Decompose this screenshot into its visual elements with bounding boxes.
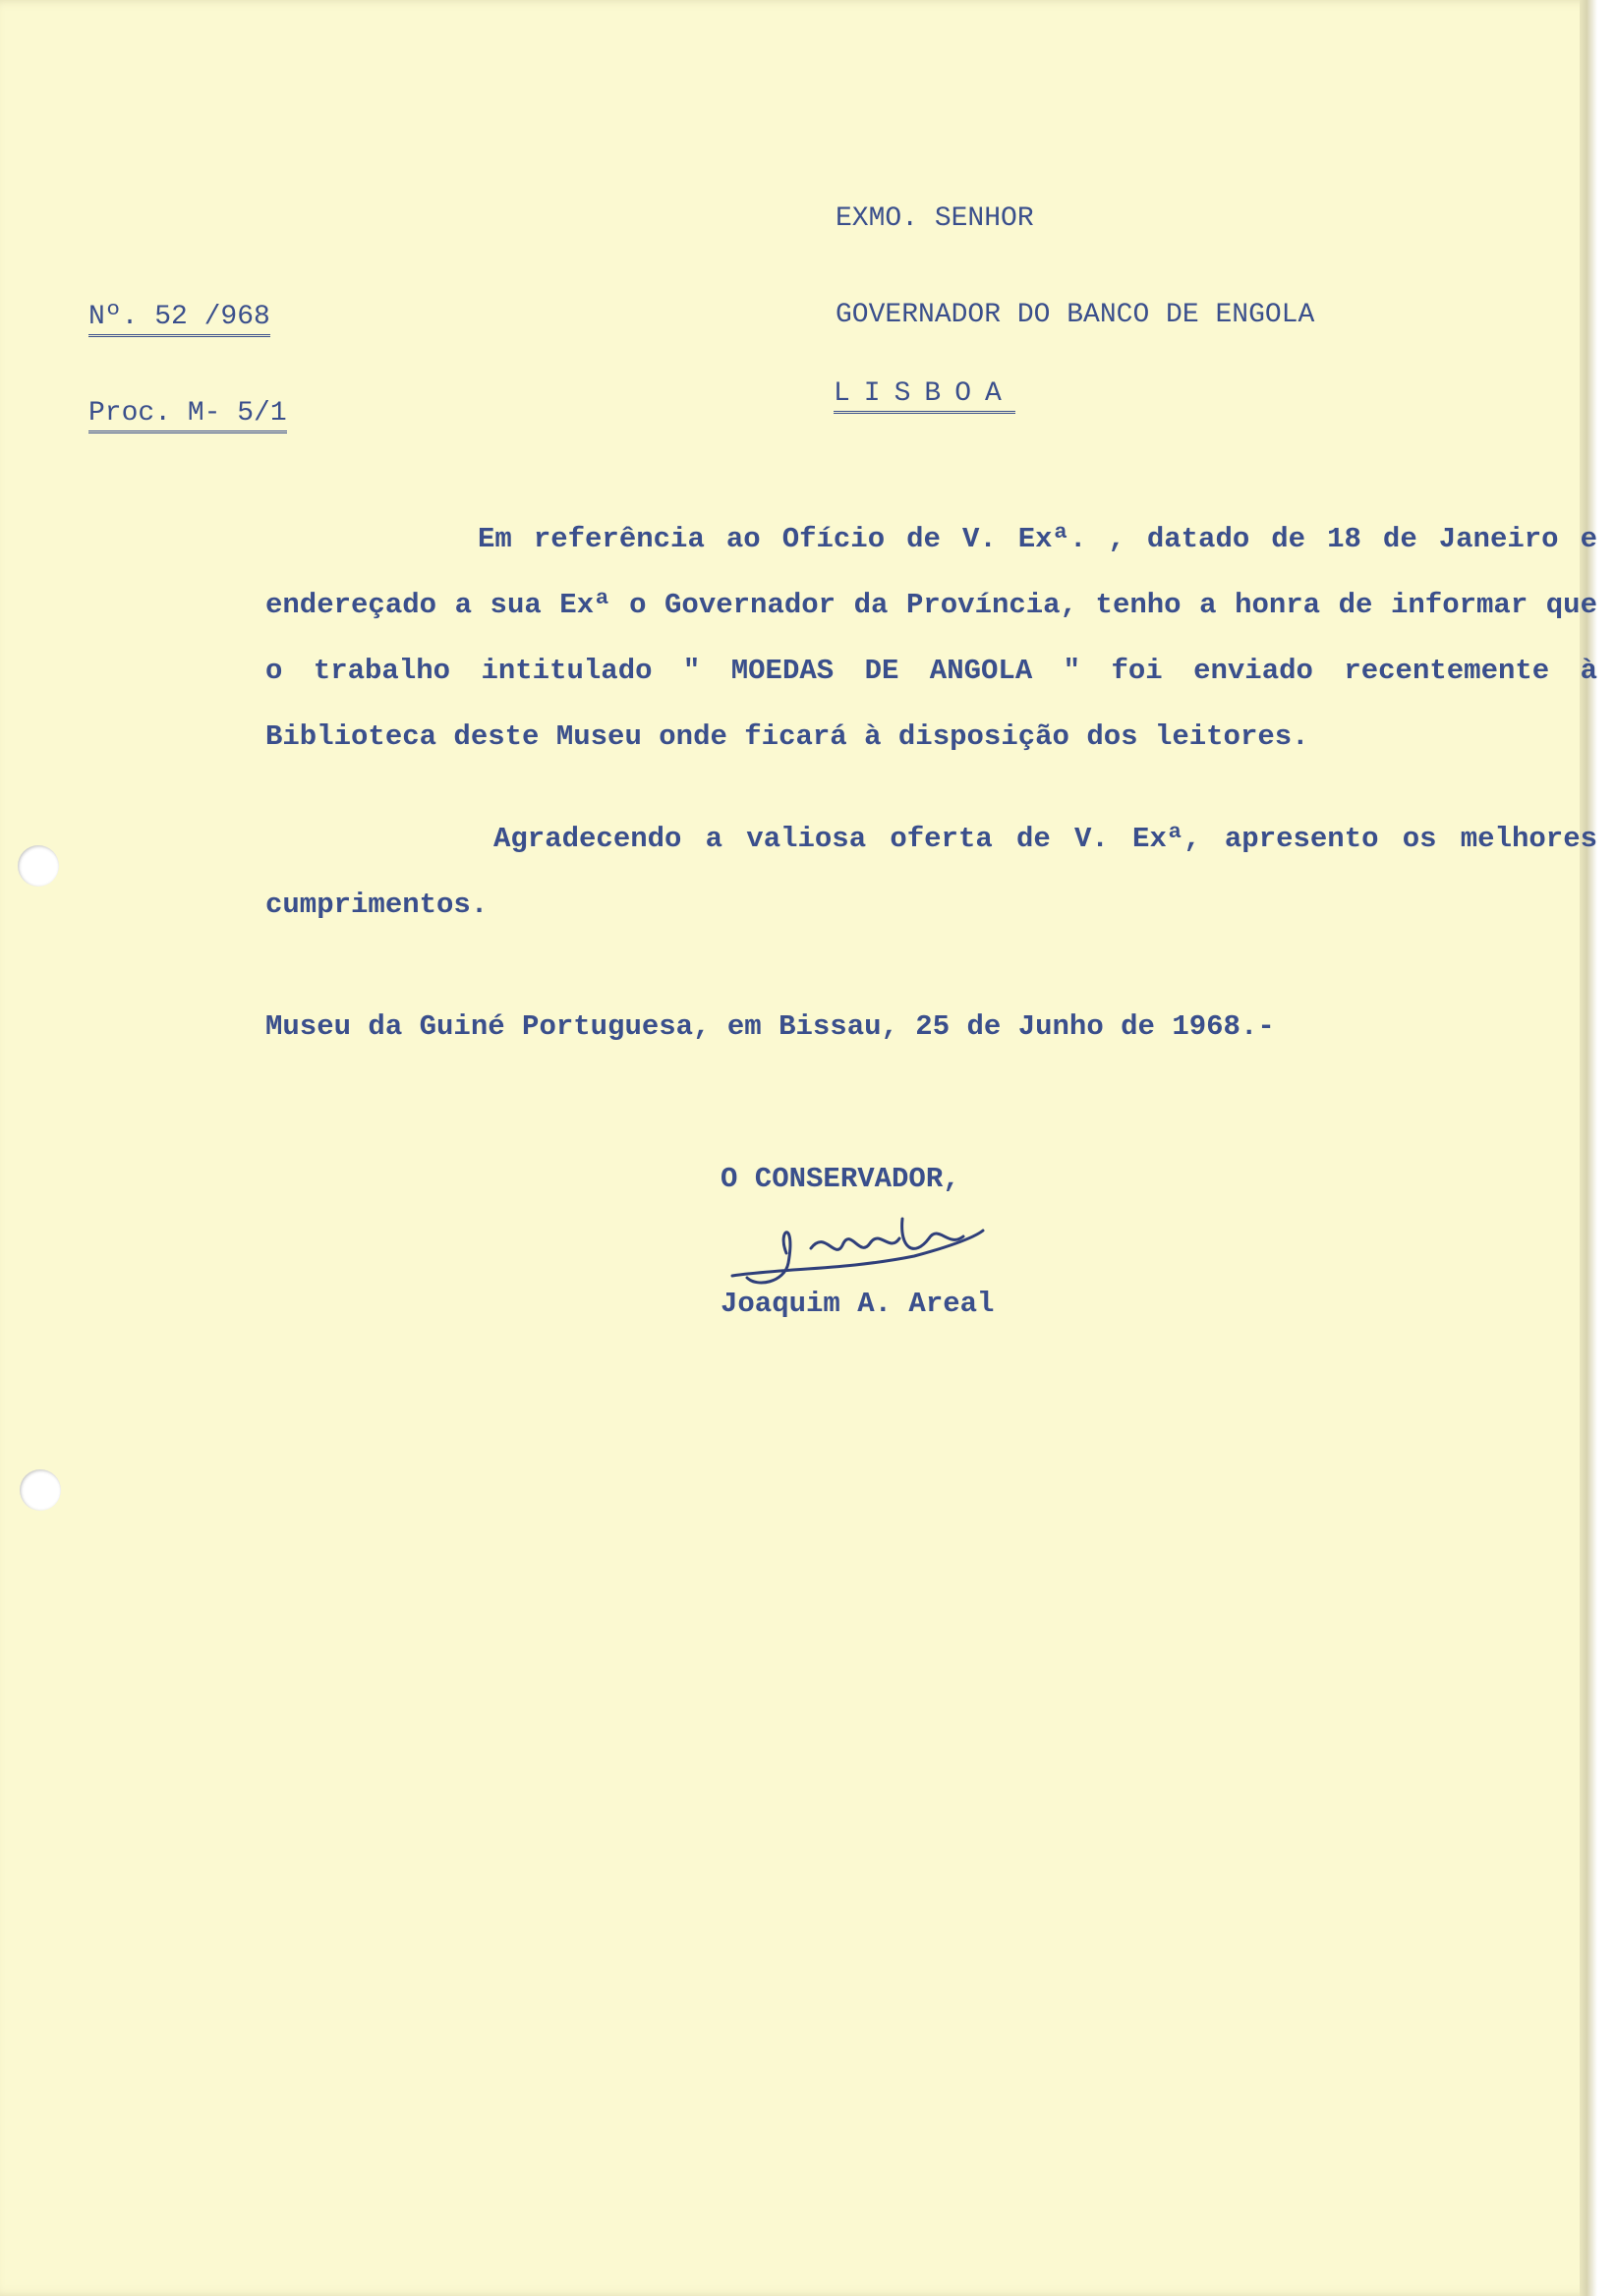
reference-number: Nº. 52 /968 [88, 302, 270, 337]
salutation: EXMO. SENHOR [836, 203, 1034, 234]
punch-hole-top [18, 845, 59, 887]
signatory-name: Joaquim A. Areal [721, 1288, 995, 1320]
city: LISBOA [834, 378, 1015, 414]
process-number: Proc. M- 5/1 [88, 398, 287, 433]
paragraph-1 [265, 506, 1597, 770]
closing-title: O CONSERVADOR, [721, 1163, 960, 1195]
paragraph-1-text: Em referência ao Ofício de V. Exª. , datado de 18 de Janeiro e endereçado a sua Exª o Governador da Província, tenho a honra de informar que o trabalho intitulado " MOEDAS DE ANGOLA " foi enviado recentemente à Biblioteca deste Museu onde ficará à disposição dos leitores. [265, 523, 1597, 753]
paper-edge [1580, 0, 1597, 2296]
punch-hole-bottom [20, 1469, 61, 1511]
paragraph-2 [265, 806, 1597, 938]
paragraph-2-text: Agradecendo a valiosa oferta de V. Exª, apresento os melhores cumprimentos. [265, 823, 1597, 921]
recipient: GOVERNADOR DO BANCO DE ENGOLA [836, 300, 1315, 330]
signature-scribble [727, 1209, 993, 1297]
place-and-date: Museu da Guiné Portuguesa, em Bissau, 25 de Junho de 1968.- [265, 1010, 1275, 1043]
